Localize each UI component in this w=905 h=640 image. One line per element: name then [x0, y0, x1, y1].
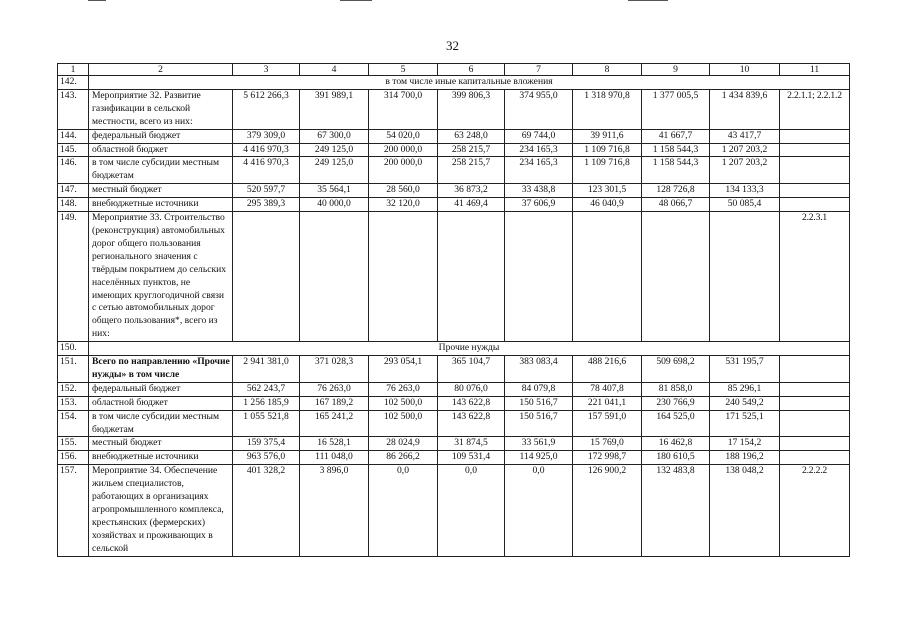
value-cell: 132 483,8 — [642, 465, 710, 556]
value-cell — [642, 212, 710, 342]
value-cell — [233, 212, 300, 342]
row-number: 144. — [58, 129, 89, 143]
table-row — [58, 129, 850, 143]
table-row — [58, 212, 850, 342]
value-cell: 0,0 — [505, 465, 573, 556]
value-cell: 32 120,0 — [369, 198, 438, 212]
value-cell: 41 469,4 — [438, 198, 505, 212]
value-cell: 1 109 716,8 — [573, 143, 642, 157]
value-cell: 84 079,8 — [505, 382, 573, 396]
table-row — [58, 198, 850, 212]
value-cell: 81 858,0 — [642, 382, 710, 396]
value-cell: 1 318 970,8 — [573, 89, 642, 129]
value-cell: 1 256 185,9 — [233, 396, 300, 410]
indicator-code: 2.2.1.1; 2.2.1.2 — [780, 89, 850, 129]
value-cell: 41 667,7 — [642, 129, 710, 143]
table-row — [58, 451, 850, 465]
value-cell: 143 622,8 — [438, 396, 505, 410]
value-cell: 80 076,0 — [438, 382, 505, 396]
indicator-code — [780, 198, 850, 212]
value-cell: 159 375,4 — [233, 437, 300, 451]
value-cell: 531 195,7 — [710, 356, 780, 383]
row-name: областной бюджет — [89, 143, 233, 157]
value-cell: 1 207 203,2 — [710, 143, 780, 157]
indicator-code — [780, 143, 850, 157]
value-cell: 221 041,1 — [573, 396, 642, 410]
value-cell: 33 438,8 — [505, 184, 573, 198]
value-cell: 69 744,0 — [505, 129, 573, 143]
row-name: местный бюджет — [89, 184, 233, 198]
value-cell: 258 215,7 — [438, 143, 505, 157]
value-cell: 67 300,0 — [300, 129, 369, 143]
value-cell: 33 561,9 — [505, 437, 573, 451]
table-row — [58, 396, 850, 410]
value-cell: 200 000,0 — [369, 157, 438, 184]
column-number-header: 10 — [710, 64, 780, 76]
row-number: 155. — [58, 437, 89, 451]
section-row — [58, 342, 850, 356]
table-row — [58, 382, 850, 396]
value-cell: 3 896,0 — [300, 465, 369, 556]
indicator-code — [780, 382, 850, 396]
row-name: в том числе субсидии местным бюджетам — [89, 410, 233, 437]
column-number-header: 4 — [300, 64, 369, 76]
value-cell: 134 133,3 — [710, 184, 780, 198]
row-number: 145. — [58, 143, 89, 157]
row-number: 143. — [58, 89, 89, 129]
section-title: Прочие нужды — [89, 342, 850, 356]
value-cell: 963 576,0 — [233, 451, 300, 465]
value-cell: 48 066,7 — [642, 198, 710, 212]
value-cell: 171 525,1 — [710, 410, 780, 437]
row-number: 149. — [58, 212, 89, 342]
value-cell: 1 434 839,6 — [710, 89, 780, 129]
value-cell: 78 407,8 — [573, 382, 642, 396]
value-cell: 5 612 266,3 — [233, 89, 300, 129]
value-cell: 383 083,4 — [505, 356, 573, 383]
row-name: Мероприятие 33. Строительство (реконструкция) автомобильных дорог общего пользования регионального значения с твёрдым покрытием до сельских населённых пунктов, не имеющих круглогодичной связи с сетью автомобильных дорог общего пользования*, всего из них: — [89, 212, 233, 342]
value-cell: 1 158 544,3 — [642, 157, 710, 184]
value-cell: 50 085,4 — [710, 198, 780, 212]
value-cell: 43 417,7 — [710, 129, 780, 143]
value-cell: 180 610,5 — [642, 451, 710, 465]
value-cell: 295 389,3 — [233, 198, 300, 212]
value-cell: 114 925,0 — [505, 451, 573, 465]
table-row — [58, 465, 850, 556]
value-cell: 31 874,5 — [438, 437, 505, 451]
column-number-header: 11 — [780, 64, 850, 76]
value-cell: 76 263,0 — [369, 382, 438, 396]
row-number: 157. — [58, 465, 89, 556]
value-cell: 4 416 970,3 — [233, 157, 300, 184]
value-cell: 28 024,9 — [369, 437, 438, 451]
value-cell: 4 416 970,3 — [233, 143, 300, 157]
table-row — [58, 410, 850, 437]
row-number: 156. — [58, 451, 89, 465]
value-cell: 249 125,0 — [300, 157, 369, 184]
value-cell: 37 606,9 — [505, 198, 573, 212]
value-cell: 1 207 203,2 — [710, 157, 780, 184]
page-number: 32 — [446, 38, 459, 53]
value-cell: 249 125,0 — [300, 143, 369, 157]
indicator-code: 2.2.3.1 — [780, 212, 850, 342]
value-cell: 2 941 381,0 — [233, 356, 300, 383]
value-cell: 0,0 — [438, 465, 505, 556]
value-cell: 54 020,0 — [369, 129, 438, 143]
table-row — [58, 157, 850, 184]
value-cell: 399 806,3 — [438, 89, 505, 129]
indicator-code: 2.2.2.2 — [780, 465, 850, 556]
value-cell: 28 560,0 — [369, 184, 438, 198]
value-cell: 102 500,0 — [369, 396, 438, 410]
row-number: 151. — [58, 356, 89, 383]
column-number-header: 8 — [573, 64, 642, 76]
value-cell: 40 000,0 — [300, 198, 369, 212]
row-number: 152. — [58, 382, 89, 396]
value-cell: 401 328,2 — [233, 465, 300, 556]
column-number-header: 7 — [505, 64, 573, 76]
table-row — [58, 437, 850, 451]
value-cell: 562 243,7 — [233, 382, 300, 396]
value-cell — [505, 212, 573, 342]
value-cell: 234 165,3 — [505, 143, 573, 157]
column-number-row — [58, 64, 850, 76]
value-cell: 520 597,7 — [233, 184, 300, 198]
row-name: в том числе субсидии местным бюджетам — [89, 157, 233, 184]
budget-table — [57, 63, 850, 557]
row-number: 153. — [58, 396, 89, 410]
indicator-code — [780, 437, 850, 451]
column-number-header: 5 — [369, 64, 438, 76]
row-name: внебюджетные источники — [89, 198, 233, 212]
top-rule-right — [628, 0, 668, 1]
value-cell: 0,0 — [369, 465, 438, 556]
table-row — [58, 89, 850, 129]
value-cell: 371 028,3 — [300, 356, 369, 383]
indicator-code — [780, 410, 850, 437]
table-row — [58, 143, 850, 157]
value-cell: 123 301,5 — [573, 184, 642, 198]
value-cell: 1 377 005,5 — [642, 89, 710, 129]
value-cell: 126 900,2 — [573, 465, 642, 556]
column-number-header: 2 — [89, 64, 233, 76]
value-cell: 172 998,7 — [573, 451, 642, 465]
value-cell: 1 055 521,8 — [233, 410, 300, 437]
top-rule-mid — [340, 0, 372, 1]
value-cell: 234 165,3 — [505, 157, 573, 184]
row-name: Мероприятие 34. Обеспечение жильем специалистов, работающих в организациях агропромышленного комплекса, крестьянских (фермерских) хозяйствах и проживающих в сельской — [89, 465, 233, 556]
value-cell: 16 462,8 — [642, 437, 710, 451]
value-cell: 109 531,4 — [438, 451, 505, 465]
value-cell: 488 216,6 — [573, 356, 642, 383]
row-name: федеральный бюджет — [89, 129, 233, 143]
column-number-header: 9 — [642, 64, 710, 76]
row-number: 150. — [58, 342, 89, 356]
table-body — [58, 64, 850, 557]
value-cell: 85 296,1 — [710, 382, 780, 396]
value-cell — [710, 212, 780, 342]
row-number: 148. — [58, 198, 89, 212]
value-cell: 150 516,7 — [505, 410, 573, 437]
value-cell: 143 622,8 — [438, 410, 505, 437]
value-cell: 35 564,1 — [300, 184, 369, 198]
value-cell: 365 104,7 — [438, 356, 505, 383]
value-cell: 165 241,2 — [300, 410, 369, 437]
value-cell: 314 700,0 — [369, 89, 438, 129]
row-number: 147. — [58, 184, 89, 198]
value-cell: 164 525,0 — [642, 410, 710, 437]
row-number: 142. — [58, 76, 89, 90]
section-title: в том числе иные капитальные вложения — [89, 76, 850, 90]
value-cell: 167 189,2 — [300, 396, 369, 410]
table-row — [58, 356, 850, 383]
indicator-code — [780, 396, 850, 410]
value-cell — [369, 212, 438, 342]
value-cell: 200 000,0 — [369, 143, 438, 157]
value-cell: 138 048,2 — [710, 465, 780, 556]
value-cell: 16 528,1 — [300, 437, 369, 451]
value-cell: 46 040,9 — [573, 198, 642, 212]
column-number-header: 3 — [233, 64, 300, 76]
value-cell: 240 549,2 — [710, 396, 780, 410]
row-name: федеральный бюджет — [89, 382, 233, 396]
value-cell: 374 955,0 — [505, 89, 573, 129]
indicator-code — [780, 184, 850, 198]
value-cell: 379 309,0 — [233, 129, 300, 143]
indicator-code — [780, 157, 850, 184]
table-row — [58, 184, 850, 198]
column-number-header: 1 — [58, 64, 89, 76]
indicator-code — [780, 129, 850, 143]
row-name: местный бюджет — [89, 437, 233, 451]
row-name: Всего по направлению «Прочие нужды» в том числе — [89, 356, 233, 383]
section-row — [58, 76, 850, 90]
top-rule-left — [88, 0, 106, 1]
value-cell — [300, 212, 369, 342]
column-number-header: 6 — [438, 64, 505, 76]
value-cell: 157 591,0 — [573, 410, 642, 437]
value-cell — [573, 212, 642, 342]
row-number: 146. — [58, 157, 89, 184]
value-cell: 391 989,1 — [300, 89, 369, 129]
value-cell: 102 500,0 — [369, 410, 438, 437]
value-cell: 17 154,2 — [710, 437, 780, 451]
value-cell: 111 048,0 — [300, 451, 369, 465]
value-cell: 188 196,2 — [710, 451, 780, 465]
value-cell: 15 769,0 — [573, 437, 642, 451]
value-cell: 39 911,6 — [573, 129, 642, 143]
value-cell: 128 726,8 — [642, 184, 710, 198]
value-cell: 63 248,0 — [438, 129, 505, 143]
value-cell: 293 054,1 — [369, 356, 438, 383]
value-cell: 258 215,7 — [438, 157, 505, 184]
value-cell: 36 873,2 — [438, 184, 505, 198]
indicator-code — [780, 356, 850, 383]
value-cell: 86 266,2 — [369, 451, 438, 465]
value-cell: 76 263,0 — [300, 382, 369, 396]
value-cell: 1 109 716,8 — [573, 157, 642, 184]
indicator-code — [780, 451, 850, 465]
value-cell: 150 516,7 — [505, 396, 573, 410]
value-cell: 230 766,9 — [642, 396, 710, 410]
value-cell — [438, 212, 505, 342]
row-name: Мероприятие 32. Развитие газификации в сельской местности, всего из них: — [89, 89, 233, 129]
row-name: внебюджетные источники — [89, 451, 233, 465]
value-cell: 1 158 544,3 — [642, 143, 710, 157]
row-name: областной бюджет — [89, 396, 233, 410]
row-number: 154. — [58, 410, 89, 437]
value-cell: 509 698,2 — [642, 356, 710, 383]
